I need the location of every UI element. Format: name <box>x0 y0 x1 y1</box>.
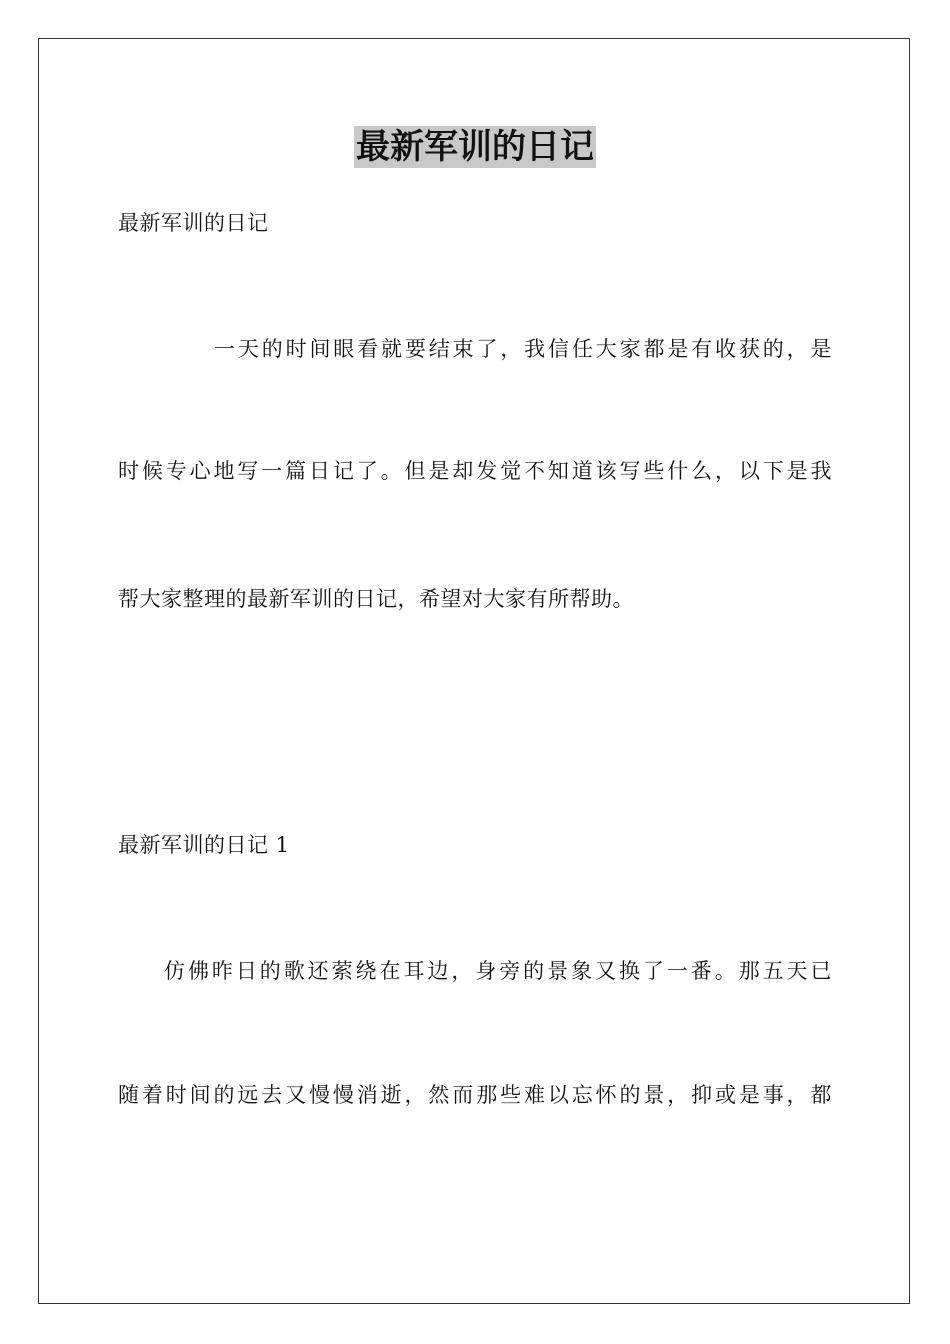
intro-line-1: 一天的时间眼看就要结束了，我信任大家都是有收获的，是 <box>214 337 832 361</box>
title-container <box>0 126 950 168</box>
section-line-2: 随着时间的远去又慢慢消逝，然而那些难以忘怀的景，抑或是事，都 <box>118 1083 832 1107</box>
intro-line-3: 帮大家整理的最新军训的日记，希望对大家有所帮助。 <box>118 587 634 611</box>
section-heading: 最新军训的日记 1 <box>118 833 290 857</box>
section-line-1: 仿佛昨日的歌还萦绕在耳边，身旁的景象又换了一番。那五天已 <box>164 959 832 983</box>
document-title: 最新军训的日记 <box>356 127 594 167</box>
intro-line-2: 时候专心地写一篇日记了。但是却发觉不知道该写些什么，以下是我 <box>118 459 832 483</box>
document-subtitle: 最新军训的日记 <box>118 211 269 235</box>
